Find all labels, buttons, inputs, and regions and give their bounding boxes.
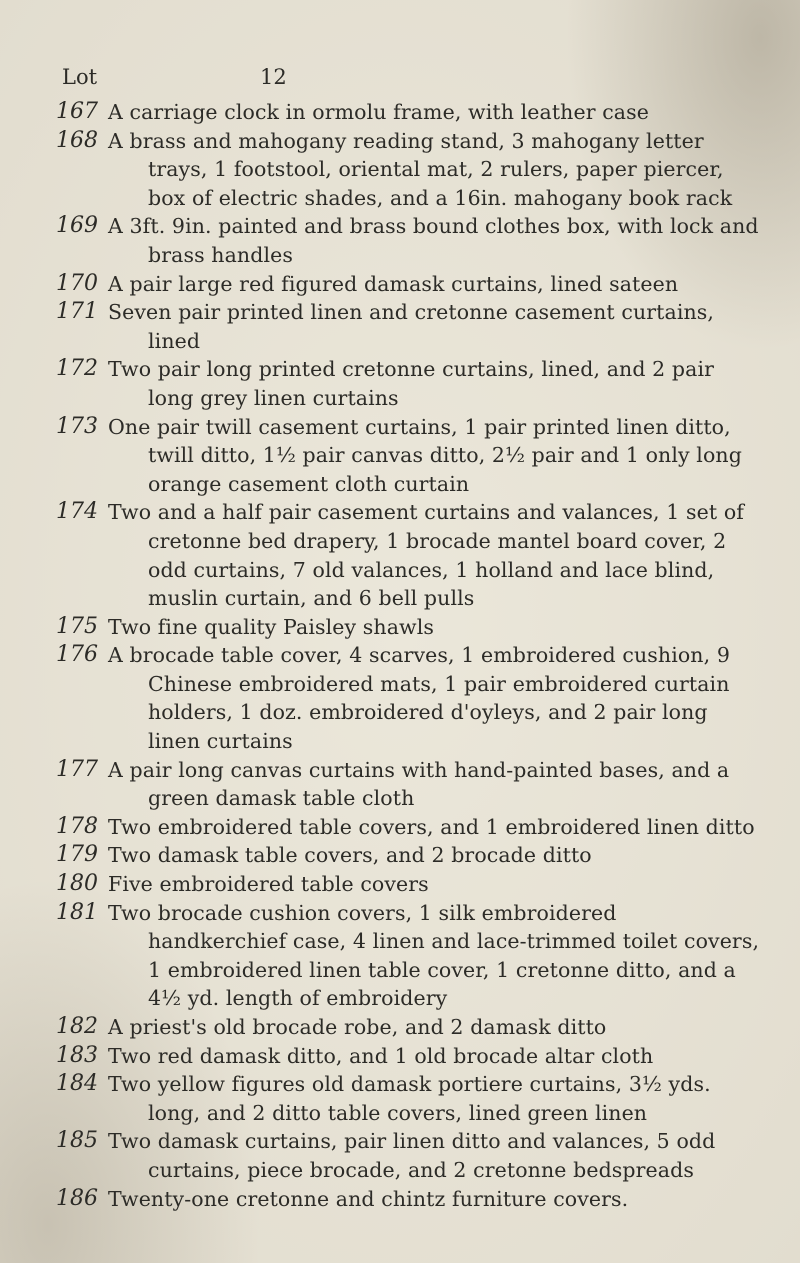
lot-entry (0, 813, 800, 842)
lot-entry (0, 756, 800, 813)
lot-description: Seven pair printed linen and cretonne casement curtains, lined (108, 300, 715, 353)
lot-description: Two fine quality Paisley shawls (108, 614, 434, 639)
lot-entry (0, 1127, 800, 1184)
lot-entry (0, 413, 800, 499)
lot-entry (0, 127, 800, 213)
lot-number: 177 (56, 756, 98, 782)
lot-description: A carriage clock in ormolu frame, with leather case (108, 100, 649, 124)
lot-number: 185 (56, 1128, 98, 1154)
lot-description: A priest's old brocade robe, and 2 damask ditto (108, 1015, 607, 1039)
lot-number: 168 (56, 127, 98, 153)
lot-number: 184 (56, 1071, 98, 1097)
lot-description: Two brocade cushion covers, 1 silk embroidered handkerchief case, 4 linen and lace-trimmed toilet covers, 1 embroidered linen table cover, 1 cretonne ditto, and a 4½ yd. length of embroidery (108, 900, 760, 1011)
lot-entry (0, 1185, 800, 1214)
lot-description: A brass and mahogany reading stand, 3 mahogany letter trays, 1 footstool, oriental mat, 2 rulers, paper piercer, box of electric shades, and a 16in. mahogany book rack (108, 128, 733, 210)
lot-list (0, 98, 800, 1213)
lot-number: 186 (56, 1185, 98, 1211)
lot-description: A pair long canvas curtains with hand-painted bases, and a green damask table cloth (108, 757, 730, 811)
lot-description: One pair twill casement curtains, 1 pair printed linen ditto, twill ditto, 1½ pair canvas ditto, 2½ pair and 1 only long orange casement cloth curtain (108, 414, 742, 496)
lot-entry (0, 355, 800, 412)
lot-description: Two damask curtains, pair linen ditto and valances, 5 odd curtains, piece brocade, and 2 cretonne bedspreads (108, 1129, 716, 1182)
lot-description: Two pair long printed cretonne curtains, lined, and 2 pair long grey linen curtains (108, 357, 715, 410)
lot-description: Five embroidered table covers (108, 872, 429, 897)
lot-entry (0, 613, 800, 642)
lot-number: 171 (56, 299, 98, 325)
lot-number: 167 (56, 99, 98, 124)
page-number: 12 (260, 65, 287, 89)
lot-description: A brocade table cover, 4 scarves, 1 embroidered cushion, 9 Chinese embroidered mats, 1 pair embroidered curtain holders, 1 doz. embroidered d'oyleys, and 2 pair long linen curtains (108, 643, 730, 754)
lot-number: 178 (56, 813, 98, 839)
lot-description: Twenty-one cretonne and chintz furniture covers. (108, 1186, 629, 1211)
lot-number: 174 (56, 499, 98, 525)
lot-number: 179 (56, 842, 98, 868)
lot-description: A 3ft. 9in. painted and brass bound clothes box, with lock and brass handles (108, 214, 759, 267)
page-header (62, 65, 762, 95)
lot-number: 180 (56, 871, 98, 897)
lot-number: 173 (56, 413, 98, 439)
lot-entry (0, 1042, 800, 1071)
lot-description: Two yellow figures old damask portiere curtains, 3½ yds. long, and 2 ditto table covers, lined green linen (108, 1072, 711, 1125)
lot-number: 175 (56, 613, 98, 639)
lot-entry (0, 641, 800, 755)
lot-entry (0, 498, 800, 612)
lot-column-label: Lot (62, 65, 98, 89)
lot-description: A pair large red figured damask curtains, lined sateen (108, 271, 679, 296)
lot-entry (0, 212, 800, 269)
lot-number: 169 (56, 213, 98, 239)
lot-number: 181 (56, 899, 98, 925)
lot-description: Two damask table covers, and 2 brocade ditto (108, 843, 592, 868)
lot-entry (0, 270, 800, 299)
lot-entry (0, 841, 800, 870)
lot-description: Two and a half pair casement curtains and valances, 1 set of cretonne bed drapery, 1 brocade mantel board cover, 2 odd curtains, 7 old valances, 1 holland and lace blind, muslin curtain, and 6 bell pulls (108, 500, 744, 611)
lot-entry (0, 1070, 800, 1127)
lot-entry (0, 1013, 800, 1042)
lot-entry (0, 298, 800, 355)
lot-number: 182 (56, 1014, 98, 1039)
lot-number: 170 (56, 270, 98, 296)
lot-number: 172 (56, 356, 98, 382)
lot-description: Two embroidered table covers, and 1 embroidered linen ditto (108, 814, 755, 839)
lot-entry (0, 870, 800, 899)
lot-number: 183 (56, 1042, 98, 1068)
lot-entry (0, 899, 800, 1013)
lot-description: Two red damask ditto, and 1 old brocade altar cloth (108, 1043, 654, 1068)
lot-entry (0, 98, 800, 127)
lot-number: 176 (56, 642, 98, 668)
